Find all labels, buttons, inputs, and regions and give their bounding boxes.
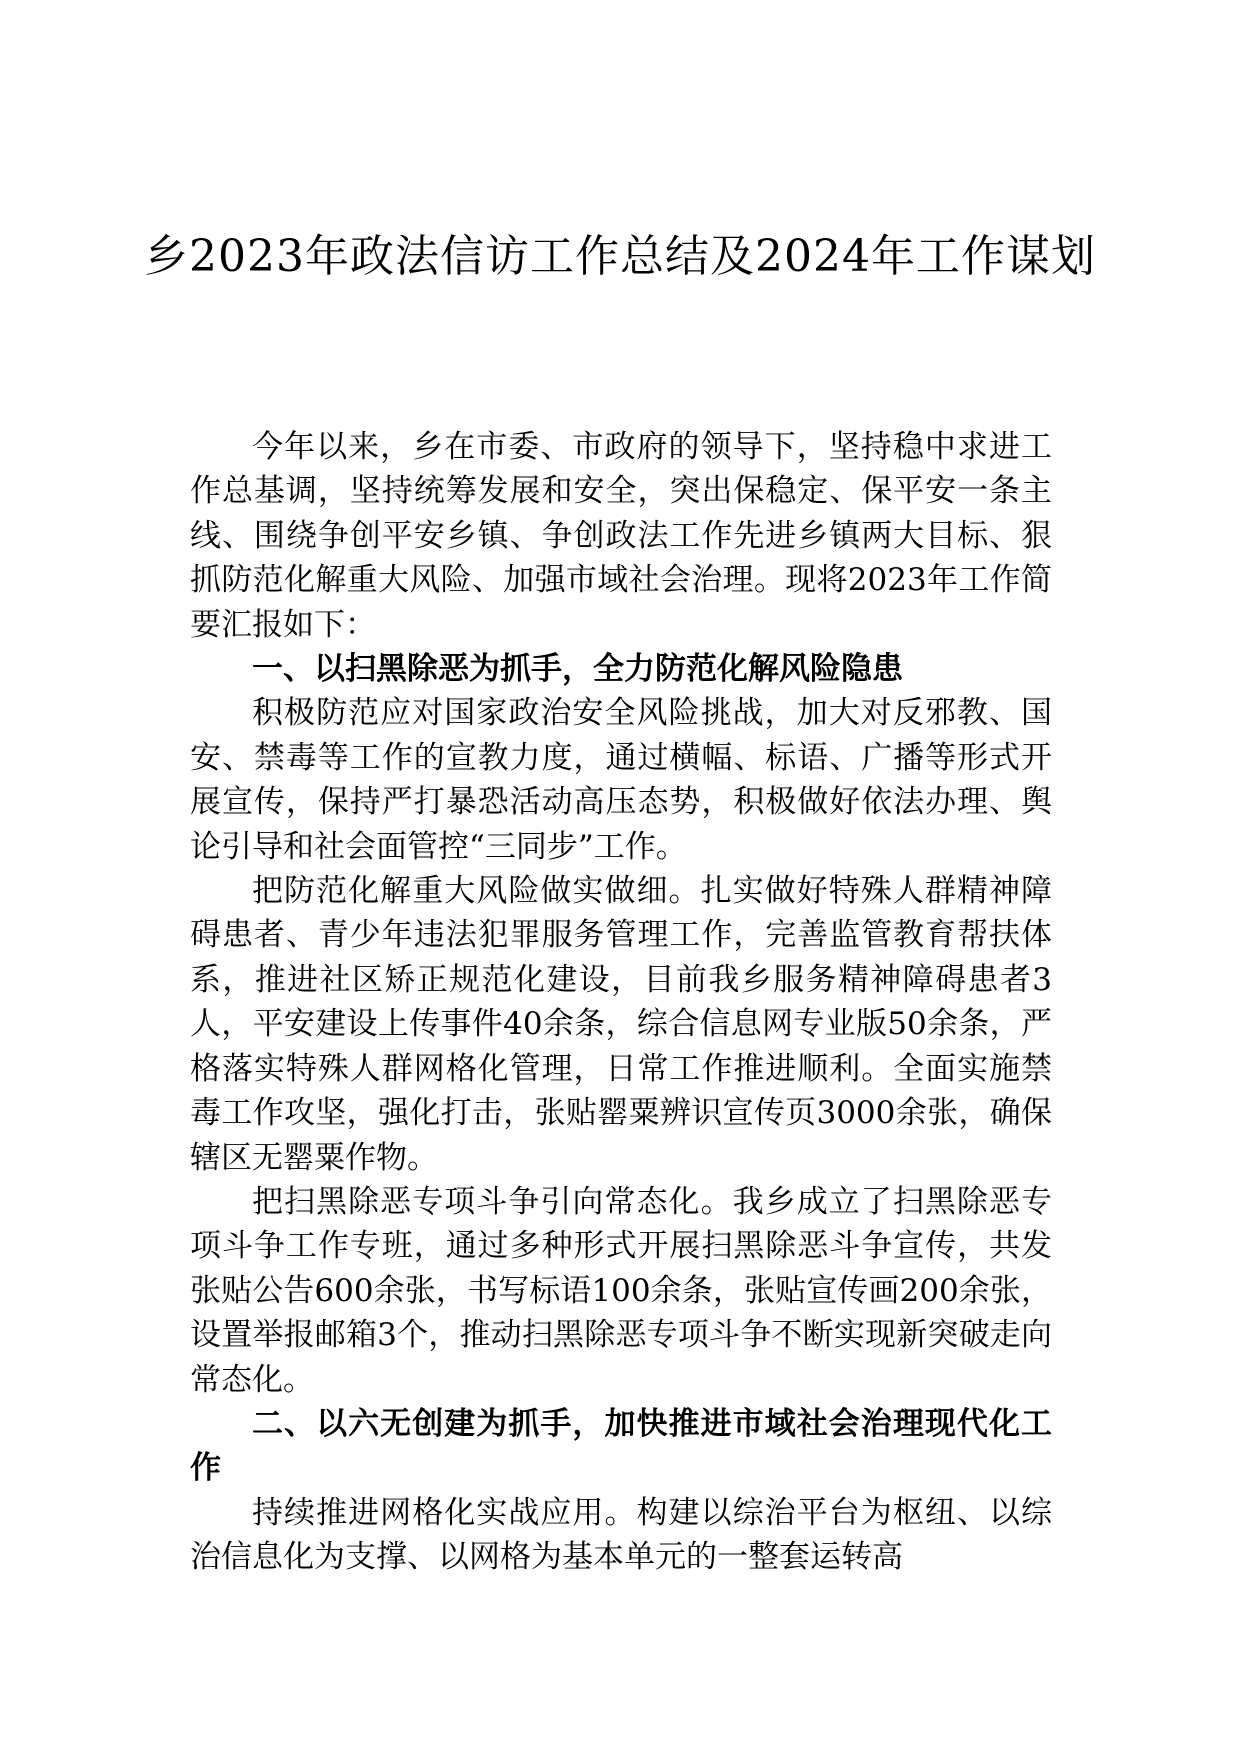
paragraph-risk-prevention: 把防范化解重大风险做实做细。扎实做好特殊人群精神障碍患者、青少年违法犯罪服务管理工作，完善监管教育帮扶体系，推进社区矫正规范化建设，目前我乡服务精神障碍患者3人，平安建设上传事件40余条，综合信息网专业版50余条，严格落实特殊人群网格化管理，日常工作推进顺利。全面实施禁毒工作攻坚，强化打击，张贴罂粟辨识宣传页3000余张，确保辖区无罂粟作物。 bbox=[190, 873, 1052, 1176]
paragraph-anti-crime-campaign: 把扫黑除恶专项斗争引向常态化。我乡成立了扫黑除恶专项斗争工作专班，通过多种形式开展扫黑除恶斗争宣传，共发张贴公告600余张，书写标语100余条，张贴宣传画200余张，设置举报邮箱3个，推动扫黑除恶专项斗争不断实现新突破走向常态化。 bbox=[190, 1183, 1052, 1398]
paragraph-political-security: 积极防范应对国家政治安全风险挑战，加大对反邪教、国安、禁毒等工作的宣教力度，通过横幅、标语、广播等形式开展宣传，保持严打暴恐活动高压态势，积极做好依法办理、舆论引导和社会面管控“三同步”工作。 bbox=[190, 695, 1052, 865]
section-heading-2: 二、以六无创建为抓手，加快推进市域社会治理现代化工作 bbox=[190, 1405, 1052, 1487]
paragraph-intro: 今年以来，乡在市委、市政府的领导下，坚持稳中求进工作总基调，坚持统筹发展和安全，突出保稳定、保平安一条主线、围绕争创平安乡镇、争创政法工作先进乡镇两大目标、狠抓防范化解重大风险、加强市域社会治理。现将2023年工作简要汇报如下： bbox=[190, 429, 1052, 643]
document-title: 乡2023年政法信访工作总结及2024年工作谋划 bbox=[144, 231, 1096, 282]
paragraph-grid-management: 持续推进网格化实战应用。构建以综治平台为枢纽、以综治信息化为支撑、以网格为基本单元的一整套运转高 bbox=[190, 1494, 1052, 1576]
section-heading-1: 一、以扫黑除恶为抓手，全力防范化解风险隐患 bbox=[252, 651, 903, 688]
document-body bbox=[190, 425, 1052, 1580]
